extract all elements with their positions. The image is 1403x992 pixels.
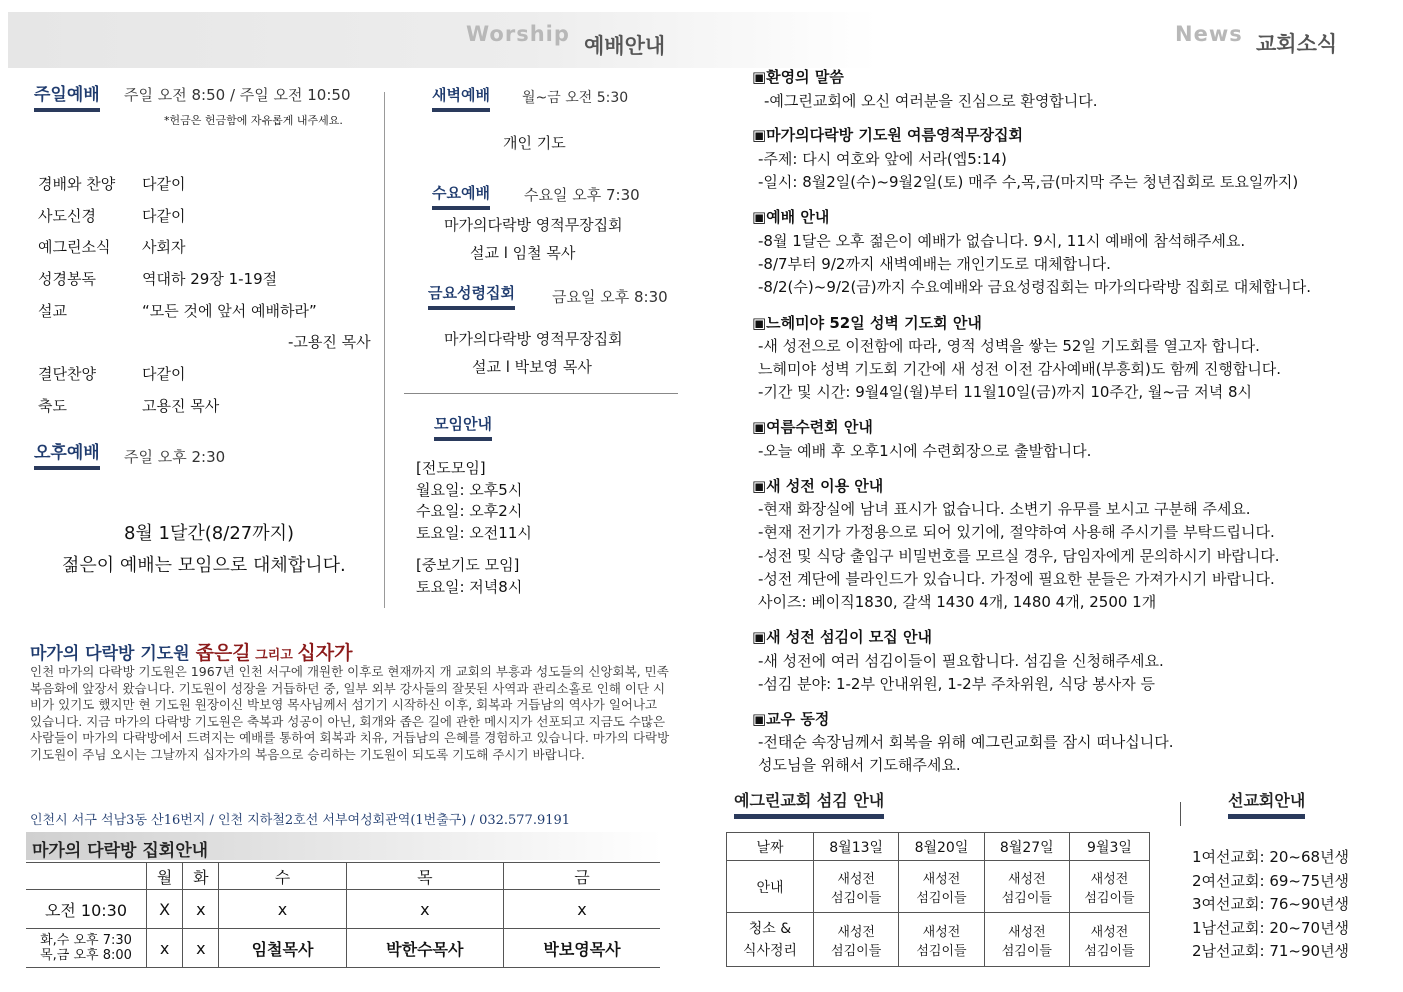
friday-line-2: 설교 l 박보영 목사 [472, 358, 592, 376]
order-label: 축도 [38, 397, 67, 415]
schedule-time-2: 목,금 오후 8:00 [40, 948, 132, 963]
schedule-cell: x [147, 929, 183, 968]
order-label: 사도신경 [38, 207, 96, 225]
news-line: -오늘 예배 후 오후1시에 수련회장으로 출발합니다. [758, 442, 1092, 460]
order-label: 예그린소식 [38, 238, 111, 256]
order-value: 사회자 [142, 238, 186, 256]
serve-cell-line: 새성전 [1090, 924, 1129, 940]
wednesday-time: 수요일 오후 7:30 [524, 186, 640, 204]
mark-title-b: 좁은길 [195, 642, 251, 664]
order-value: 고용진 목사 [142, 397, 220, 415]
order-value: 다같이 [142, 365, 186, 383]
serve-cell-line: 새성전 [922, 871, 961, 887]
meeting-group-2: [중보기도 모임] [416, 556, 520, 574]
news-title: ▣여름수련회 안내 [752, 418, 873, 436]
schedule-cell: x [346, 890, 503, 929]
news-line: -주제: 다시 여호와 앞에 서라(엡5:14) [758, 150, 1007, 168]
serve-cell-line: 섬김이들 [831, 943, 882, 959]
dawn-desc: 개인 기도 [503, 134, 566, 152]
news-title: ▣마가의다락방 기도원 여름영적무장집회 [752, 126, 1023, 144]
mark-body: 인천 마가의 다락방 기도원은 1967년 인천 서구에 개원한 이후로 현재까지 개 교회의 부흥과 성도들의 신앙회복, 민족 복음화에 앞장서 왔습니다. 기도원이 성장을 거듭하던 중, 일부 외부 강사들의 잘못된 사역과 관리소홀로 인해 이단 시비가 있기도 했지만 현 기도원 원장이신 박보영 목사님께서 섬기기 시작하신 이후, 회복과 거듭남의 역사가 일어나고 있습니다. 지금 마가의 다락방 기도원은 축복과 성공이 아닌, 회개와 좁은 길에 관한 메시지가 선포되고 지금도 수많은 사람들이 마가의 다락방에서 드려지는 예배를 통하여 회복과 치유, 거듭남의 은혜를 경험하고 있습니다. 마가의 다락방 기도원이 주님 오시는 그날까지 십자가의 복음으로 승리하는 기도원이 되도록 기도해 주시기 바랍니다. [30, 664, 670, 762]
serve-head: 8월13일 [814, 833, 899, 861]
friday-title: 금요성령집회 [428, 282, 515, 310]
schedule-cell: X [147, 890, 183, 929]
order-label: 성경봉독 [38, 270, 96, 288]
friday-line-1: 마가의다락방 영적무장집회 [444, 330, 623, 348]
mark-address: 인천시 서구 석남3동 산16번지 / 인천 지하철2호선 서부여성회관역(1번출구) / 032.577.9191 [30, 813, 571, 828]
order-value: 다같이 [142, 175, 186, 193]
serve-cell-line: 새성전 [1090, 871, 1129, 887]
news-header-ko: 교회소식 [1256, 32, 1338, 56]
news-line: -전태순 속장님께서 회복을 위해 예그린교회를 잠시 떠나십니다. [758, 733, 1174, 751]
news-line: -성전 및 식당 출입구 비밀번호를 모르실 경우, 담임자에게 문의하시기 바랍니다. [758, 547, 1280, 565]
day-header: 수 [219, 863, 346, 890]
wednesday-title: 수요예배 [432, 182, 490, 210]
news-line: -현재 전기가 가정용으로 되어 있기에, 절약하여 사용해 주시기를 부탁드립니다. [758, 523, 1275, 541]
serve-cell-line: 섬김이들 [831, 890, 882, 906]
afternoon-time: 주일 오후 2:30 [124, 448, 226, 466]
news-line: -8/2(수)~9/2(금)까지 수요예배와 금요성령집회는 마가의다락방 집회로 대체합니다. [758, 278, 1311, 296]
friday-time: 금요일 오후 8:30 [552, 288, 668, 306]
news-line: -8/7부터 9/2까지 새벽예배는 개인기도로 대체합니다. [758, 255, 1111, 273]
news-title: ▣느헤미야 52일 성벽 기도회 안내 [752, 314, 982, 332]
order-label: 결단찬양 [38, 365, 96, 383]
worship-header-ko: 예배안내 [584, 34, 666, 58]
meeting-item: 수요일: 오후2시 [416, 502, 523, 520]
news-line: -일시: 8월2일(수)~9월2일(토) 매주 수,목,금(마지막 주는 청년집회로 토요일까지) [758, 173, 1299, 191]
serve-cell-line: 새성전 [1007, 871, 1046, 887]
meeting-item: 토요일: 저녁8시 [416, 578, 523, 596]
news-line: -기간 및 시간: 9월4일(월)부터 11월10일(금)까지 10주간, 월~금 저녁 8시 [758, 383, 1253, 401]
schedule-cell: x [183, 929, 219, 968]
meeting-item: 토요일: 오전11시 [416, 524, 532, 542]
mark-title [30, 638, 352, 665]
wednesday-line-2: 설교 l 임철 목사 [470, 244, 576, 262]
schedule-cell: x [219, 890, 346, 929]
serve-cell-line: 섬김이들 [1001, 943, 1052, 959]
mission-item: 3여선교회: 76~90년생 [1192, 895, 1350, 913]
dawn-time: 월~금 오전 5:30 [522, 90, 629, 106]
serve-cell-line: 새성전 [837, 924, 875, 940]
order-label: 설교 [38, 302, 67, 320]
column-divider [384, 92, 385, 608]
news-line: -새 성전으로 이전함에 따라, 영적 성벽을 쌓는 52일 기도회를 열고자 합니다. [758, 337, 1260, 355]
serve-row-label [727, 913, 814, 967]
serve-cell-line: 섬김이들 [1001, 890, 1052, 906]
day-header: 월 [147, 863, 183, 890]
mission-item: 2남선교회: 71~90년생 [1192, 942, 1350, 960]
serve-cell-line: 새성전 [922, 924, 961, 940]
dawn-title: 새벽예배 [432, 84, 490, 112]
mark-title-a: 마가의 다락방 기도원 [30, 644, 196, 664]
schedule-time-1: 화,수 오후 7:30 [40, 933, 132, 948]
serve-row-label-2: 식사정리 [742, 942, 798, 959]
mission-divider [1180, 802, 1181, 826]
order-value: 다같이 [142, 207, 186, 225]
serve-row-label: 안내 [727, 861, 814, 913]
news-title: ▣새 성전 이용 안내 [752, 477, 884, 495]
worship-header-en: Worship [466, 22, 570, 46]
mission-item: 1여선교회: 20~68년생 [1192, 848, 1350, 866]
news-line: -새 성전에 여러 섬김이들이 필요합니다. 섬김을 신청해주세요. [758, 652, 1164, 670]
news-line: 느헤미야 성벽 기도회 기간에 새 성전 이전 감사예배(부흥회)도 함께 진행합니다. [758, 360, 1282, 378]
mission-item: 1남선교회: 20~70년생 [1192, 919, 1350, 937]
serve-cell [984, 913, 1069, 967]
day-header: 금 [504, 863, 660, 890]
preacher: -고용진 목사 [288, 333, 371, 351]
serve-cell [899, 861, 984, 913]
serve-cell [1069, 913, 1149, 967]
schedule-time-evening [26, 929, 147, 968]
schedule-cell: x [183, 890, 219, 929]
sunday-title: 주일예배 [34, 80, 100, 112]
serve-cell-line: 섬김이들 [916, 890, 967, 906]
news-title: ▣새 성전 섬김이 모집 안내 [752, 628, 932, 646]
schedule-corner [26, 863, 147, 890]
meeting-item: 월요일: 오후5시 [416, 481, 523, 499]
afternoon-title: 오후예배 [34, 438, 100, 470]
schedule-cell: 박보영목사 [504, 929, 660, 968]
schedule-table [26, 862, 660, 968]
news-line: -8월 1달은 오후 젊은이 예배가 없습니다. 9시, 11시 예배에 참석해주세요. [758, 232, 1246, 250]
serve-head: 8월20일 [899, 833, 984, 861]
schedule-time: 오전 10:30 [26, 890, 147, 929]
schedule-cell: 임철목사 [219, 929, 346, 968]
meetings-title: 모임안내 [434, 413, 492, 441]
sunday-time: 주일 오전 8:50 / 주일 오전 10:50 [124, 86, 351, 104]
serve-cell [899, 913, 984, 967]
schedule-cell: x [504, 890, 660, 929]
serve-cell-line: 새성전 [1007, 924, 1046, 940]
mark-title-d: 십자가 [297, 642, 353, 664]
serve-row-label-1: 청소 & [748, 920, 792, 937]
day-header: 목 [346, 863, 503, 890]
serve-head: 9월3일 [1069, 833, 1149, 861]
sermon-title: “모든 것에 앞서 예배하라” [142, 302, 317, 320]
news-title: ▣예배 안내 [752, 208, 830, 226]
news-title: ▣환영의 말씀 [752, 68, 844, 86]
news-line: -성전 계단에 블라인드가 있습니다. 가정에 필요한 분들은 가져가시기 바랍니다. [758, 570, 1275, 588]
mark-title-c: 그리고 [250, 648, 298, 663]
mission-item: 2여선교회: 69~75년생 [1192, 872, 1350, 890]
schedule-cell: 박한수목사 [346, 929, 503, 968]
offering-note: *헌금은 헌금함에 자유롭게 내주세요. [164, 114, 343, 127]
serve-cell [984, 861, 1069, 913]
serve-cell-line: 섬김이들 [1084, 943, 1135, 959]
serve-table [726, 832, 1150, 967]
news-line: -섬김 분야: 1-2부 안내위원, 1-2부 주차위원, 식당 봉사자 등 [758, 675, 1155, 693]
news-line: 사이즈: 베이직1830, 갈색 1430 4개, 1480 4개, 2500 1개 [758, 593, 1157, 611]
news-title: ▣교우 동정 [752, 710, 830, 728]
day-header: 화 [183, 863, 219, 890]
afternoon-notice-2: 젊은이 예배는 모임으로 대체합니다. [62, 555, 346, 576]
serve-cell [814, 913, 899, 967]
news-line: 성도님을 위해서 기도해주세요. [758, 756, 961, 774]
afternoon-notice-1: 8월 1달간(8/27까지) [124, 523, 295, 544]
serve-cell [814, 861, 899, 913]
schedule-title: 마가의 다락방 집회안내 [32, 841, 209, 861]
serve-cell-line: 섬김이들 [1084, 890, 1135, 906]
header-bar [8, 12, 878, 68]
divider [404, 393, 678, 394]
news-line: -현재 화장실에 남녀 표시가 없습니다. 소변기 유무를 보시고 구분해 주세요. [758, 500, 1251, 518]
serve-title: 예그린교회 섬김 안내 [734, 788, 884, 819]
wednesday-line-1: 마가의다락방 영적무장집회 [444, 216, 623, 234]
news-header-en: News [1175, 22, 1243, 46]
meeting-group-1: [전도모임] [416, 459, 486, 477]
serve-cell [1069, 861, 1149, 913]
news-line: -예그린교회에 오신 여러분을 진심으로 환영합니다. [764, 92, 1098, 110]
serve-head: 날짜 [727, 833, 814, 861]
serve-cell-line: 새성전 [837, 871, 875, 887]
mission-title: 선교회안내 [1228, 788, 1305, 819]
serve-cell-line: 섬김이들 [916, 943, 967, 959]
order-value: 역대하 29장 1-19절 [142, 270, 278, 288]
serve-head: 8월27일 [984, 833, 1069, 861]
order-label: 경배와 찬양 [38, 175, 116, 193]
